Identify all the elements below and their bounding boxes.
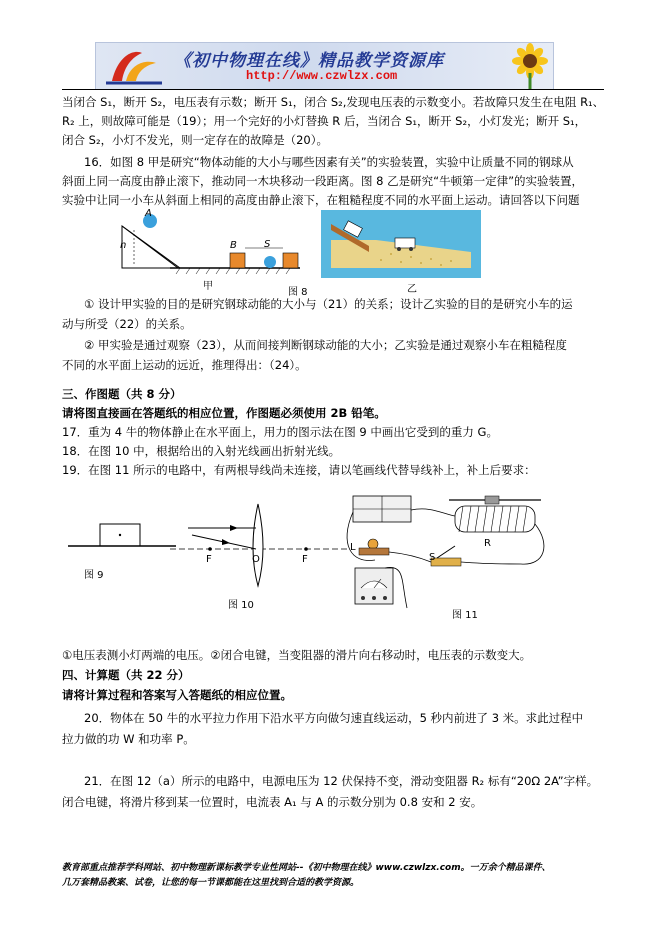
circuit-label-l: L xyxy=(350,542,356,553)
q16-sub2-line-1: ② 甲实验是通过观察（23），从而间接判断钢球动能的大小；乙实验是通过观察小车在粗糙程度 xyxy=(84,338,567,352)
label-b: B xyxy=(230,240,237,251)
figure-8-right-label: 乙 xyxy=(407,284,417,295)
q18-text: 18．在图 10 中，根据给出的入射光线画出折射光线。 xyxy=(62,444,341,458)
figure-10-lens xyxy=(170,500,350,590)
sunflower-icon xyxy=(504,43,552,89)
lamp-icon xyxy=(359,539,389,555)
section-4-title: 四、计算题（共 22 分） xyxy=(62,668,190,682)
section-3-instruction: 请将图直接画在答题纸的相应位置，作图题必须使用 2B 铅笔。 xyxy=(62,406,386,420)
q16-line-1: 16．如图 8 甲是研究“物体动能的大小与哪些因素有关”的实验装置，实验中让质量不同的钢球从 xyxy=(84,155,574,169)
q15-line-1: 当闭合 S₁，断开 S₂，电压表有示数；断开 S₁，闭合 S₂,发现电压表的示数变小。若故障只发生在电阻 R₁、 xyxy=(62,95,605,109)
banner-title: 《初中物理在线》精品教学资源库 xyxy=(174,51,444,71)
q20-line-2: 拉力做的功 W 和功率 P。 xyxy=(62,732,195,746)
q16-sub1-line-2: 动与所受（22）的关系。 xyxy=(62,317,192,331)
wood-block-moved xyxy=(283,253,298,268)
lens-focus-left: F xyxy=(206,554,212,565)
q16-sub2-line-2: 不同的水平面上运动的远近，推理得出：（24）。 xyxy=(62,358,307,372)
figure-11-circuit xyxy=(345,484,560,614)
q21-line-2: 闭合电键，将滑片移到某一位置时，电流表 A₁ 与 A 的示数分别为 0.8 安和 2 安。 xyxy=(62,795,483,809)
section-3-title: 三、作图题（共 8 分） xyxy=(62,387,182,401)
q21-line-1: 21．在图 12（a）所示的电路中，电源电压为 12 伏保持不变，滑动变阻器 R₂ 标有“20Ω 2A”字样。 xyxy=(84,774,599,788)
label-a: A xyxy=(145,208,152,219)
q17-text: 17．重为 4 牛的物体静止在水平面上，用力的图示法在图 9 中画出它受到的重力 G。 xyxy=(62,425,498,439)
q16-line-2: 斜面上同一高度由静止滚下，推动同一木块移动一段距离。图 8 乙是研究“牛顿第一定律”的实验装置， xyxy=(62,174,584,188)
circuit-label-r: R xyxy=(484,538,491,549)
q15-line-3: 闭合 S₂，小灯不发光，则一定存在的故障是（20）。 xyxy=(62,133,328,147)
circuit-label-s: S xyxy=(429,552,436,563)
wood-block-b xyxy=(230,253,245,268)
switch-icon xyxy=(431,546,461,566)
q19-text: 19．在图 11 所示的电路中，有两根导线尚未连接，请以笔画线代替导线补上，补上后要求： xyxy=(62,463,536,477)
q20-line-1: 20．物体在 50 牛的水平拉力作用下沿水平方向做匀速直线运动，5 秒内前进了 3 米。求此过程中 xyxy=(84,711,584,725)
figure-9-caption: 图 9 xyxy=(84,570,104,581)
q19-requirements: ①电压表测小灯两端的电压。②闭合电键，当变阻器的滑片向右移动时，电压表的示数变大。 xyxy=(62,648,532,662)
q16-line-3: 实验中让同一小车从斜面上相同的高度由静止滚下，在粗糙程度不同的水平面上运动。请回答以下问题 xyxy=(62,193,580,207)
voltmeter-icon xyxy=(355,568,393,604)
site-logo-icon xyxy=(104,47,164,85)
q16-sub1-line-1: ① 设计甲实验的目的是研究钢球动能的大小与（21）的关系；设计乙实验的目的是研究小车的运 xyxy=(84,297,573,311)
section-4-instruction: 请将计算过程和答案写入答题纸的相应位置。 xyxy=(62,688,292,702)
figure-11-caption: 图 11 xyxy=(452,610,478,621)
header-banner xyxy=(95,42,554,90)
figure-9-block xyxy=(68,518,178,558)
banner-url: http://www.czwlzx.com xyxy=(246,69,398,83)
figure-8-car-ramp xyxy=(321,210,481,278)
header-rule xyxy=(62,89,604,90)
label-s: S xyxy=(264,239,271,250)
figure-10-caption: 图 10 xyxy=(228,600,254,611)
cart-bottom-icon xyxy=(395,238,415,248)
footer-line-2: 几万套精品教案、试卷，让您的每一节课都能在这里找到合适的教学资源。 xyxy=(62,878,360,888)
lens-center: O xyxy=(252,554,260,565)
figure-8-left-label: 甲 xyxy=(203,281,213,292)
label-h: h xyxy=(120,240,127,251)
figure-8-caption: 图 8 xyxy=(288,287,308,298)
rheostat-icon xyxy=(449,496,541,532)
q15-line-2: R₂ 上，则故障可能是（19）；用一个完好的小灯替换 R 后，当闭合 S₁，断开 S₂，小灯发光；断开 S₁， xyxy=(62,114,587,128)
footer-line-1: 教育部重点推荐学科网站、初中物理新课标教学专业性网站--《初中物理在线》www.czwlzx.com。一万余个精品课件、 xyxy=(62,863,551,873)
lens-focus-right: F xyxy=(302,554,308,565)
